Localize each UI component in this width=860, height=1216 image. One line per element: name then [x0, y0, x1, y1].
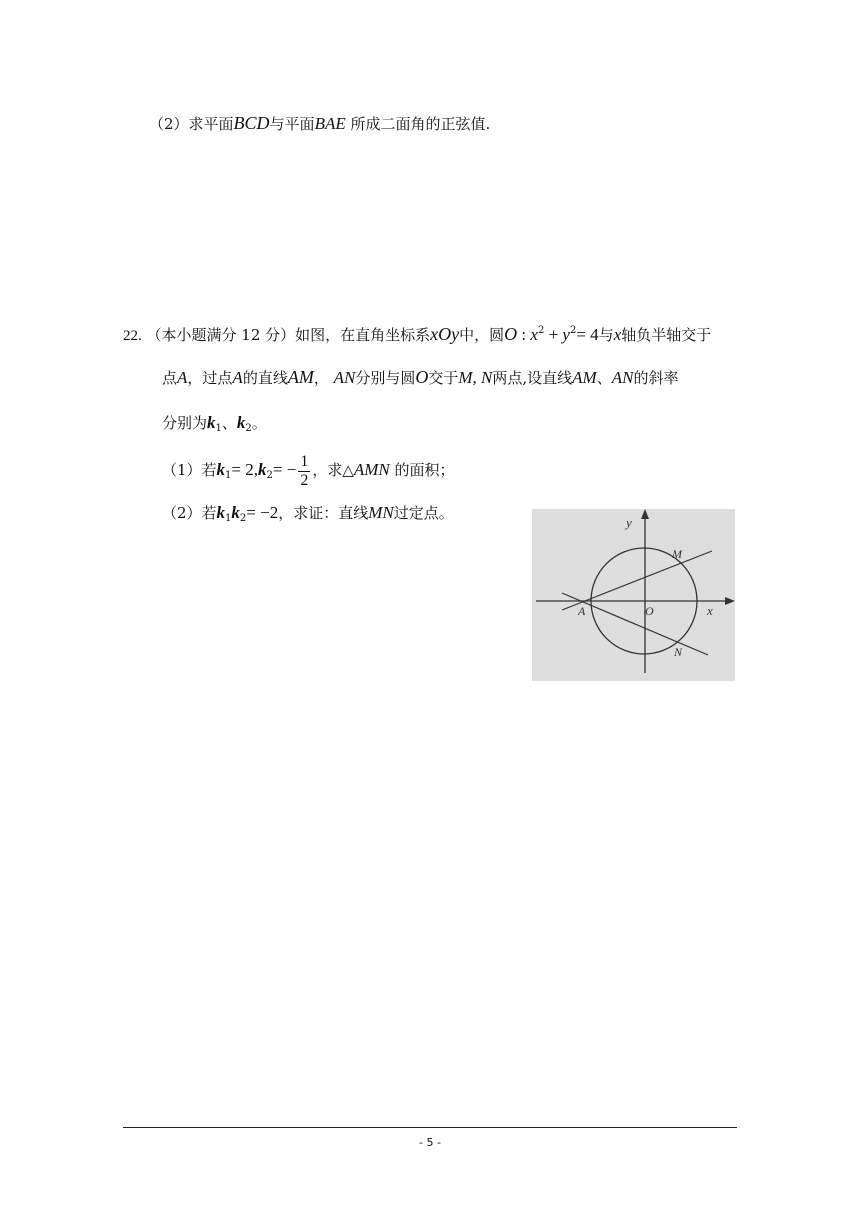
diagram-svg [532, 509, 735, 681]
l2-lines: 的直线 [242, 369, 288, 387]
coord-system: xOy [430, 324, 460, 344]
circle-diagram [532, 509, 735, 681]
line-an-graphic [562, 593, 708, 655]
p1-k1: k [216, 460, 226, 479]
point-a: A [177, 368, 188, 387]
p2-prefix: （2）若 [162, 504, 217, 522]
x-axis-arrow [725, 597, 735, 605]
l2-meet: 分别与圆 [355, 369, 416, 387]
q22-line3: 分别为$k_1$、$k_2$。 [162, 413, 267, 434]
line-an: AN [333, 368, 356, 387]
slope-k2: k [236, 413, 246, 432]
p2-cond: = −2 [246, 503, 279, 522]
line-an-2: AN [611, 368, 634, 387]
l2-dun: 、 [596, 369, 612, 387]
p1-ask: ，求△ [312, 461, 354, 479]
label-n: N [674, 645, 683, 659]
p2-k1: k [216, 503, 226, 522]
y-axis-arrow [641, 509, 649, 519]
q22-in: 中，圆 [459, 326, 505, 344]
l3-end: 。 [251, 414, 267, 432]
l2-comma2: ， [313, 369, 329, 387]
l2-at: 交于 [428, 369, 459, 387]
axis-text: 轴负半轴交于 [621, 326, 712, 344]
slope-k1: k [207, 413, 216, 432]
plane-bcd: BCD [233, 113, 270, 133]
q22-number: 22. [123, 328, 142, 344]
p1-prefix: （1）若 [162, 461, 217, 479]
p2-k2: k [231, 503, 240, 522]
line-mn: MN [368, 503, 394, 522]
label-y: y [626, 515, 632, 530]
frac-num: 1 [300, 452, 309, 470]
label-o: O [645, 604, 654, 618]
points-mn: M, N [458, 368, 493, 387]
p1-cond2: = − [272, 460, 297, 479]
page-number: - 5 - [419, 1136, 441, 1149]
l2-point: 点 [162, 369, 178, 387]
footer-rule [123, 1127, 737, 1128]
fraction-one-half [298, 453, 310, 490]
circle-o-2: O [415, 367, 429, 387]
eq-rhs: = 4 [576, 325, 599, 344]
q22-line1: 22. （本小题满分 12 分）如图，在直角坐标系xOy中，圆O : $x^2 + y^2= 4$与x轴负半轴交于 [123, 324, 712, 344]
line-am-2: AM [572, 368, 597, 387]
point-a-2: A [232, 368, 243, 387]
eq-x: x [530, 325, 538, 344]
l2-slope: 的斜率 [633, 369, 679, 387]
q22-part2: （2）若$k_1k_2= -2$，求证：直线MN过定点。 [162, 503, 454, 524]
part2-prefix: （2）求平面 [149, 115, 234, 133]
part2-mid: 与平面 [269, 115, 315, 133]
q22-after-eq: 与 [598, 326, 614, 344]
plane-bae: BAE [314, 114, 346, 133]
circle-name: O [504, 324, 518, 344]
label-a: A [578, 604, 586, 618]
l2-tail: 两点,设直线 [492, 369, 573, 387]
l3-dun: 、 [221, 414, 237, 432]
q22-line2 [162, 366, 678, 389]
p1-k2: k [258, 460, 267, 479]
l2-comma: ，过点 [187, 369, 233, 387]
p1-end: 的面积； [394, 461, 455, 479]
line-am: AM [287, 367, 314, 387]
label-x: x [707, 603, 713, 618]
q22-score-note: （本小题满分 12 分）如图，在直角坐标系 [146, 326, 431, 344]
eq-y: y [562, 325, 570, 344]
p1-cond: = 2, [231, 460, 259, 479]
q22-part1: （1）若$k_1= 2,k_2=$ − $\frac{1}{2}$ ，求△AMN 的面积； [162, 452, 455, 489]
label-m: M [672, 547, 682, 561]
frac-den: 2 [300, 471, 309, 489]
x-var: x [613, 325, 622, 344]
l3-prefix: 分别为 [162, 414, 208, 432]
p2-end: 过定点。 [393, 504, 454, 522]
prev-question-part2 [149, 112, 490, 135]
triangle-amn: AMN [353, 460, 390, 479]
part2-suffix: 所成二面角的正弦值. [350, 115, 491, 133]
p2-ask: ，求证：直线 [278, 504, 369, 522]
